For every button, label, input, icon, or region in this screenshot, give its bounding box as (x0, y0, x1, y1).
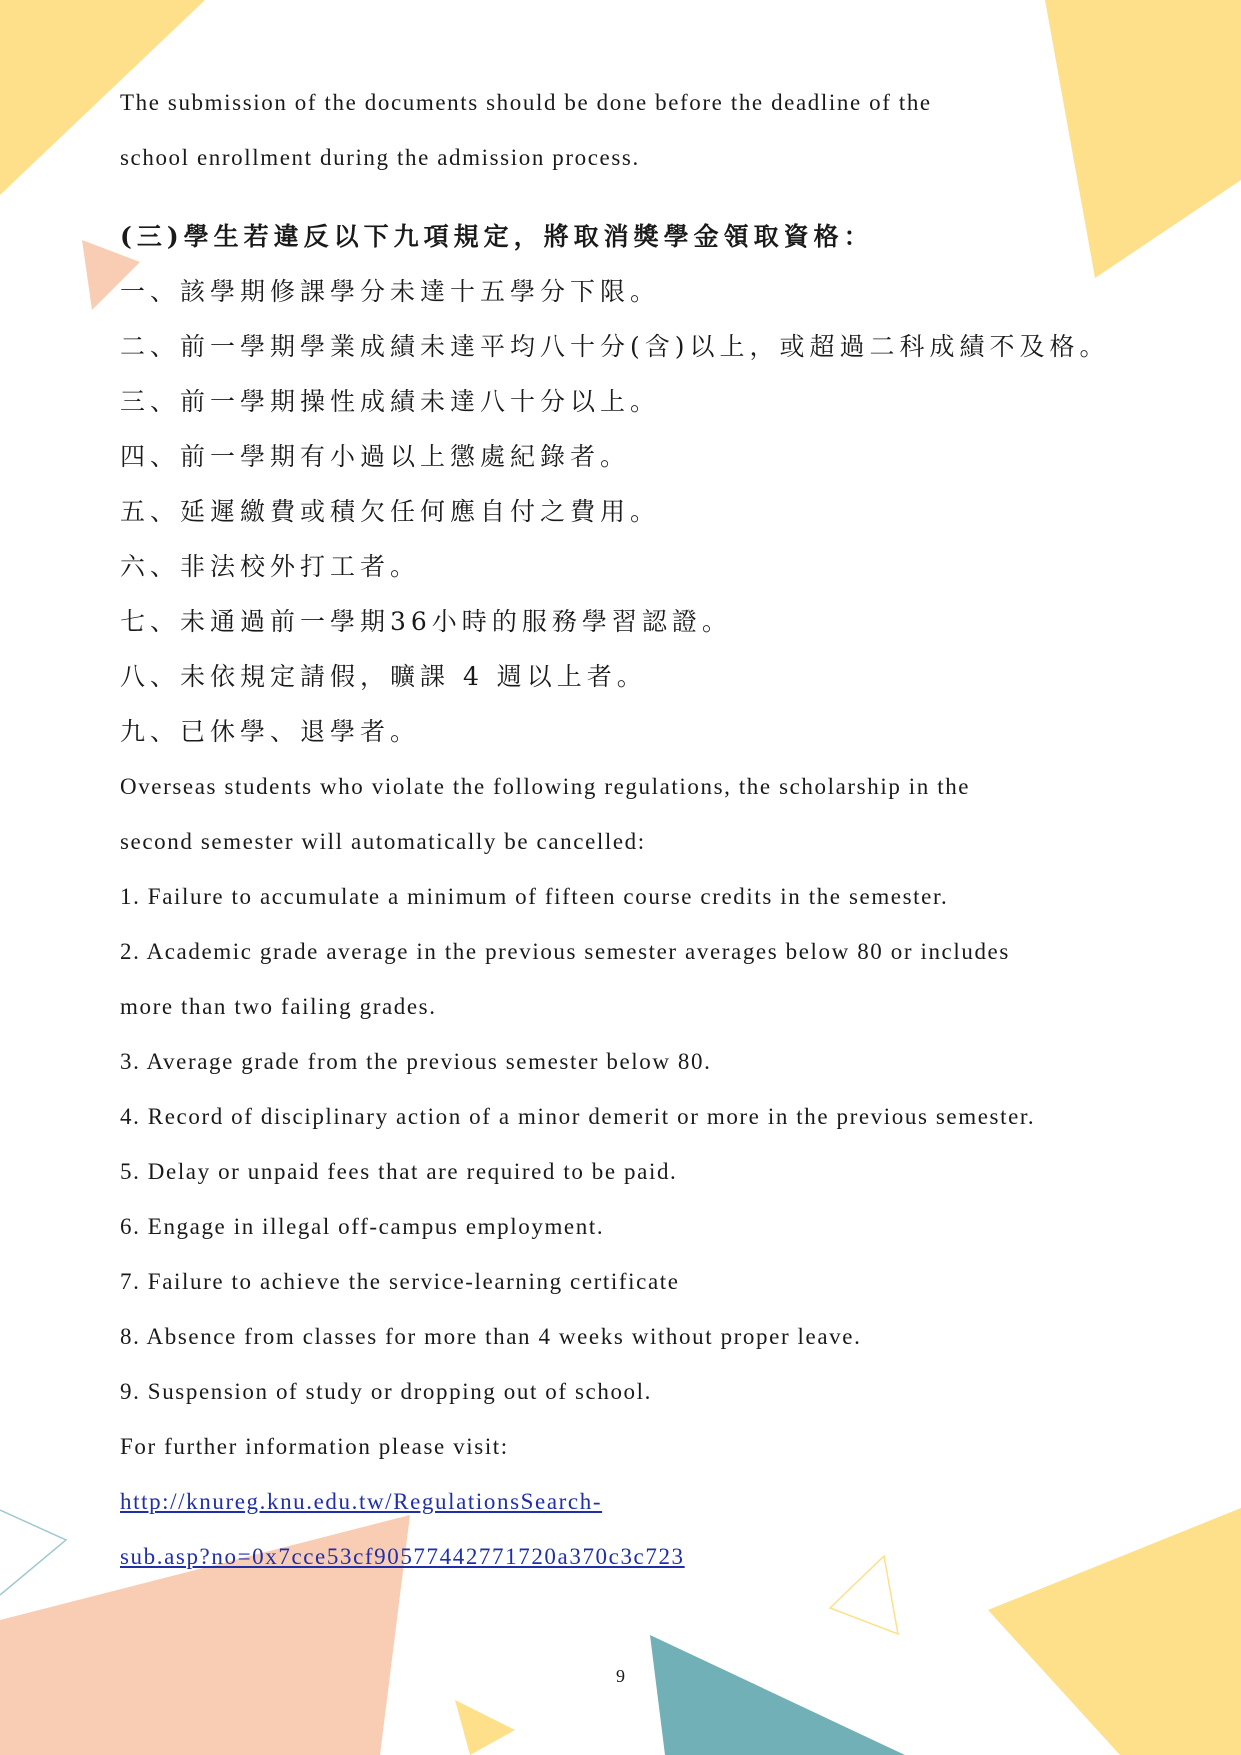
more-info-text: For further information please visit: (120, 1434, 509, 1459)
regulations-link-continued[interactable] (120, 1534, 1200, 1589)
zh-rule-4: 四、前一學期有小過以上懲處紀錄者。 (120, 442, 631, 471)
en-rule-6: 6. Engage in illegal off-campus employment. (120, 1214, 605, 1239)
zh-rule-1: 一、該學期修課學分未達十五學分下限。 (120, 277, 661, 306)
en-rule-8: 8. Absence from classes for more than 4 weeks without proper leave. (120, 1324, 862, 1349)
bottom-teal-triangle (650, 1635, 905, 1755)
en-rule-1: 1. Failure to accumulate a minimum of fifteen course credits in the semester. (120, 884, 949, 909)
regulations-link-line-2[interactable]: sub.asp?no=0x7cce53cf90577442771720a370c3c723 (120, 1544, 685, 1569)
zh-rule-9: 九、已休學、退學者。 (120, 717, 421, 746)
intro-line-1: The submission of the documents should be done before the deadline of the (120, 90, 932, 115)
bottom-yellow-small-triangle (455, 1700, 515, 1755)
page-content (120, 80, 1200, 1589)
page-number: 9 (616, 1666, 625, 1686)
zh-rule-2: 二、前一學期學業成績未達平均八十分(含)以上，或超過二科成績不及格。 (120, 332, 1110, 361)
zh-rule-7: 七、未通過前一學期36小時的服務學習認證。 (120, 607, 732, 636)
en-rule-2-continued: more than two failing grades. (120, 994, 437, 1019)
section-heading: (三)學生若違反以下九項規定，將取消獎學金領取資格： (120, 222, 874, 251)
zh-rule-6: 六、非法校外打工者。 (120, 552, 421, 581)
en-rule-7: 7. Failure to achieve the service-learning certificate (120, 1269, 680, 1294)
en-intro-line-1: Overseas students who violate the following regulations, the scholarship in the (120, 774, 971, 799)
zh-rule-3: 三、前一學期操性成績未達八十分以上。 (120, 387, 661, 416)
en-rule-9: 9. Suspension of study or dropping out of school. (120, 1379, 652, 1404)
en-rule-5: 5. Delay or unpaid fees that are required to be paid. (120, 1159, 678, 1184)
intro-line-2: school enrollment during the admission process. (120, 145, 640, 170)
en-rule-4: 4. Record of disciplinary action of a minor demerit or more in the previous semester. (120, 1104, 1036, 1129)
regulations-link-line-1[interactable]: http://knureg.knu.edu.tw/RegulationsSearch- (120, 1489, 603, 1514)
outline-triangle-left (0, 1510, 66, 1595)
zh-rule-8: 八、未依規定請假，曠課 4 週以上者。 (120, 662, 647, 691)
regulations-link[interactable] (120, 1479, 1200, 1534)
en-rule-3: 3. Average grade from the previous semester below 80. (120, 1049, 712, 1074)
en-intro-line-2: second semester will automatically be cancelled: (120, 829, 646, 854)
en-rule-2: 2. Academic grade average in the previous semester averages below 80 or includes (120, 939, 1010, 964)
zh-rule-5: 五、延遲繳費或積欠任何應自付之費用。 (120, 497, 661, 526)
